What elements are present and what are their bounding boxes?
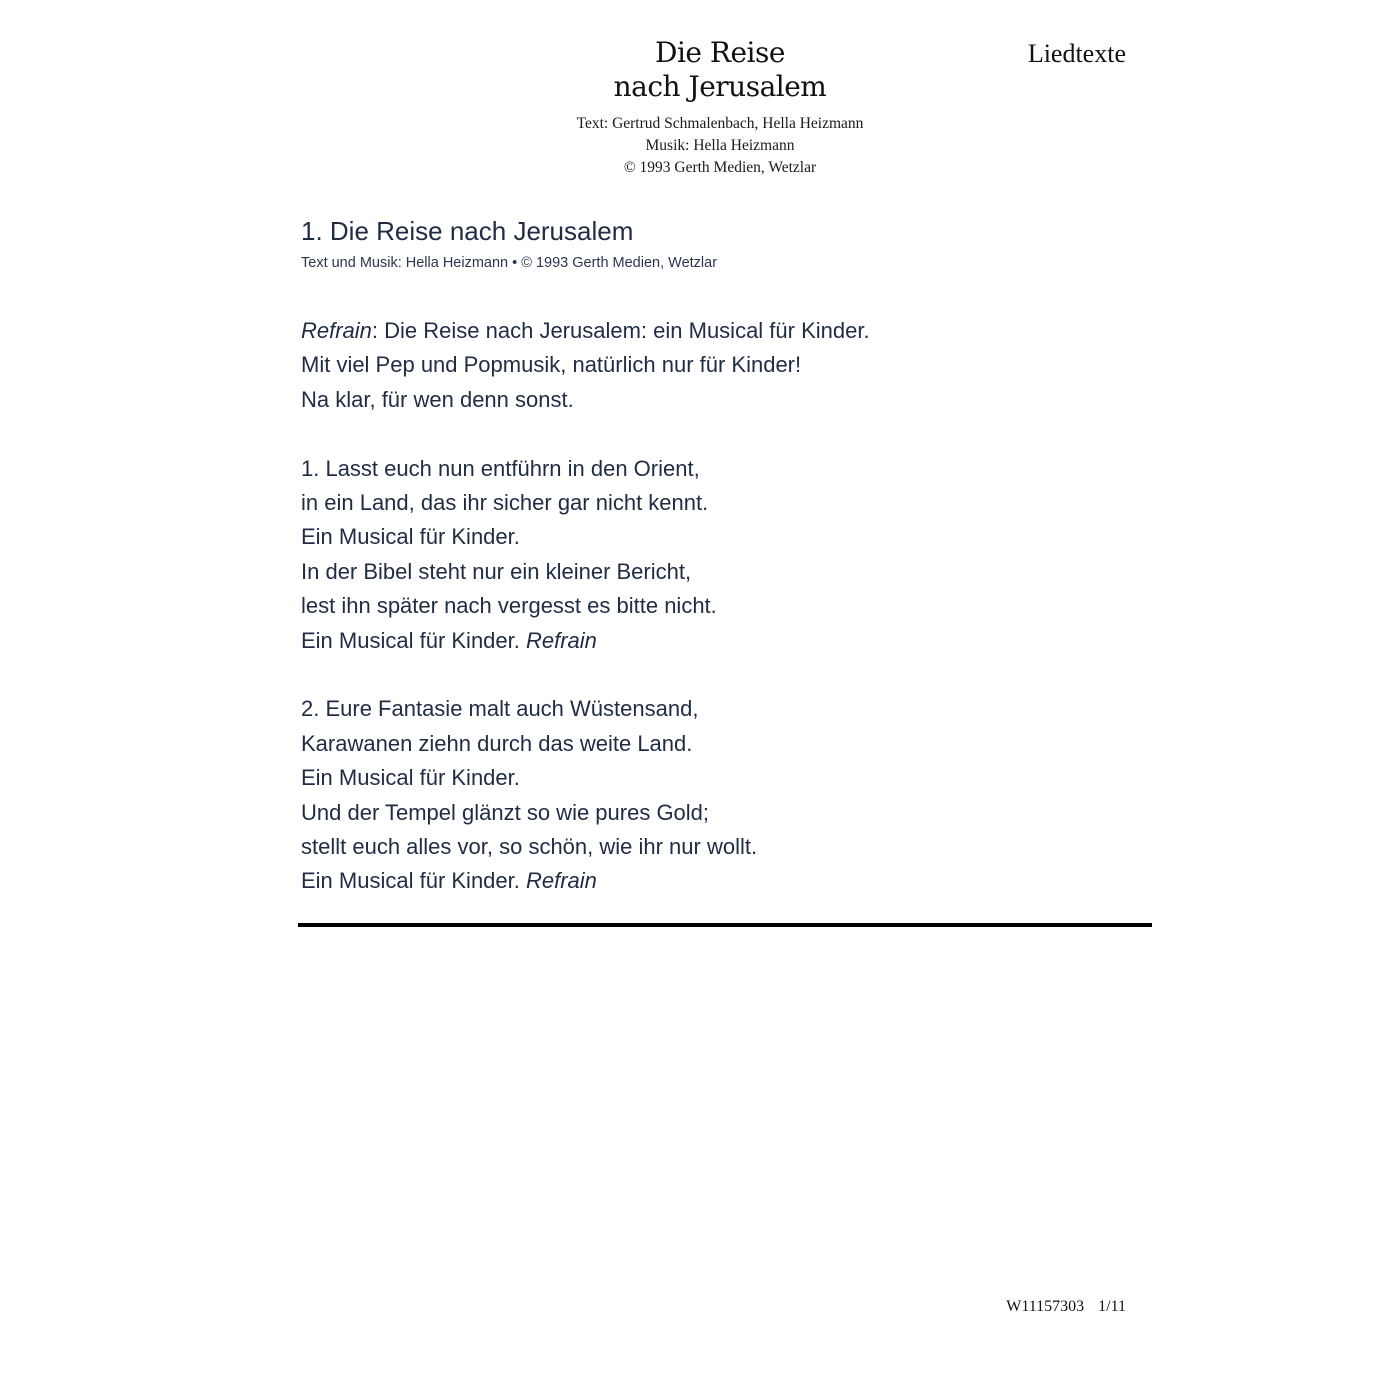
- document-id: W11157303: [1006, 1298, 1085, 1315]
- verse-line: 2. Eure Fantasie malt auch Wüstensand,: [301, 696, 699, 722]
- section-divider: [298, 923, 1152, 927]
- verse-line: 1. Lasst euch nun entführn in den Orient,: [301, 455, 700, 481]
- verse-1-stanza: [301, 452, 1161, 658]
- verse-line: Ein Musical für Kinder.: [301, 524, 520, 550]
- verse-line: stellt euch alles vor, so schön, wie ihr nur wollt.: [301, 834, 758, 860]
- refrain-reference: Refrain: [526, 868, 597, 894]
- verse-line-text: Ein Musical für Kinder.: [301, 627, 520, 653]
- document-title-line-2: nach Jerusalem: [613, 70, 827, 103]
- page-footer: [1006, 1296, 1126, 1318]
- document-title-line-1: Die Reise: [655, 36, 785, 69]
- verse-2-stanza: [301, 692, 1161, 898]
- refrain-line: Mit viel Pep und Popmusik, natürlich nur für Kinder!: [301, 352, 802, 378]
- verse-line: in ein Land, das ihr sicher gar nicht kennt.: [301, 490, 709, 516]
- document-credits: [520, 113, 920, 179]
- credit-music-author: Musik: Hella Heizmann: [645, 137, 795, 154]
- verse-line: Ein Musical für Kinder.: [301, 765, 520, 791]
- lyrics: [301, 314, 1161, 899]
- song-credit: Text und Musik: Hella Heizmann • © 1993 Gerth Medien, Wetzlar: [301, 255, 718, 271]
- refrain-stanza: [301, 314, 1161, 417]
- verse-line: In der Bibel steht nur ein kleiner Bericht,: [301, 558, 692, 584]
- credit-text-authors: Text: Gertrud Schmalenbach, Hella Heizmann: [576, 115, 864, 132]
- section-label: Liedtexte: [1027, 39, 1126, 68]
- refrain-line-1-text: : Die Reise nach Jerusalem: ein Musical für Kinder.: [371, 318, 870, 343]
- refrain-label: Refrain: [301, 318, 372, 343]
- verse-line-text: Ein Musical für Kinder.: [301, 868, 520, 894]
- song-block: [301, 212, 1161, 933]
- refrain-line: Na klar, für wen denn sonst.: [301, 386, 574, 412]
- verse-line: [301, 864, 1161, 898]
- song-title: 1. Die Reise nach Jerusalem: [301, 216, 634, 246]
- verse-line: Karawanen ziehn durch das weite Land.: [301, 730, 693, 756]
- credit-copyright: © 1993 Gerth Medien, Wetzlar: [623, 159, 817, 176]
- verse-line: lest ihn später nach vergesst es bitte nicht.: [301, 593, 717, 619]
- page-number: 1/11: [1098, 1298, 1126, 1315]
- verse-line: [301, 624, 1161, 658]
- document-title: [520, 36, 920, 104]
- verse-line: Und der Tempel glänzt so wie pures Gold;: [301, 799, 710, 825]
- refrain-line: [301, 314, 1161, 348]
- refrain-reference: Refrain: [526, 627, 597, 653]
